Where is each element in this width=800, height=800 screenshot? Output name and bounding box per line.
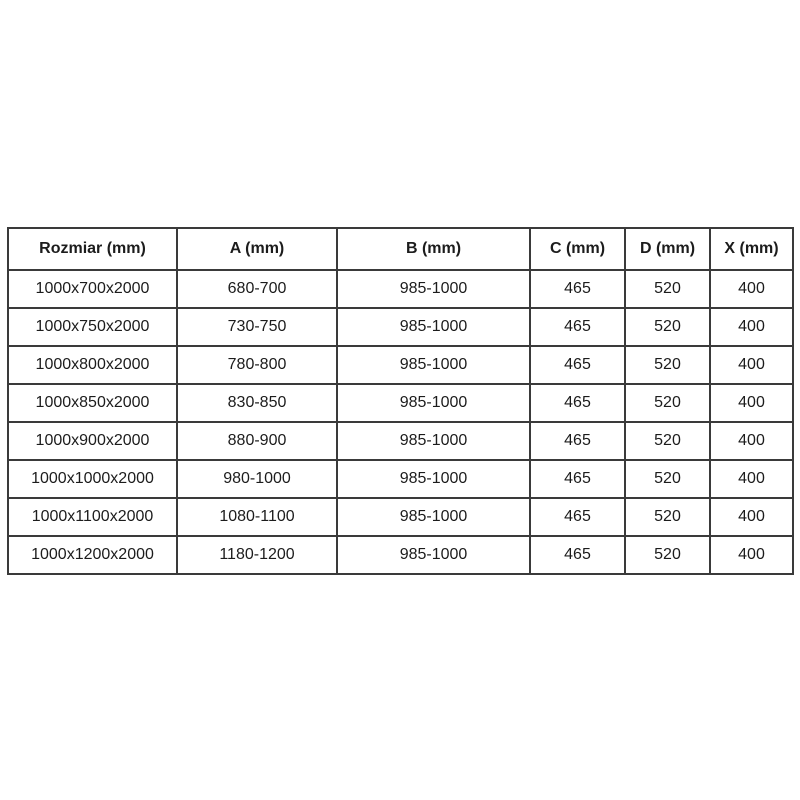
cell-rozmiar: 1000x1200x2000 <box>8 536 177 574</box>
cell-d: 520 <box>625 498 710 536</box>
cell-rozmiar: 1000x850x2000 <box>8 384 177 422</box>
cell-a: 730-750 <box>177 308 337 346</box>
header-cell-rozmiar: Rozmiar (mm) <box>8 228 177 270</box>
cell-x: 400 <box>710 308 793 346</box>
cell-c: 465 <box>530 536 625 574</box>
cell-b: 985-1000 <box>337 346 530 384</box>
cell-rozmiar: 1000x1000x2000 <box>8 460 177 498</box>
cell-x: 400 <box>710 346 793 384</box>
table-row <box>8 498 793 536</box>
cell-a: 880-900 <box>177 422 337 460</box>
table-row <box>8 346 793 384</box>
cell-d: 520 <box>625 460 710 498</box>
cell-c: 465 <box>530 498 625 536</box>
cell-x: 400 <box>710 270 793 308</box>
header-cell-d: D (mm) <box>625 228 710 270</box>
size-spec-table <box>7 227 794 575</box>
cell-a: 980-1000 <box>177 460 337 498</box>
cell-x: 400 <box>710 422 793 460</box>
table-row <box>8 384 793 422</box>
cell-c: 465 <box>530 308 625 346</box>
cell-b: 985-1000 <box>337 308 530 346</box>
cell-d: 520 <box>625 384 710 422</box>
cell-d: 520 <box>625 422 710 460</box>
header-cell-b: B (mm) <box>337 228 530 270</box>
cell-d: 520 <box>625 270 710 308</box>
cell-c: 465 <box>530 270 625 308</box>
cell-c: 465 <box>530 384 625 422</box>
cell-d: 520 <box>625 346 710 384</box>
cell-x: 400 <box>710 536 793 574</box>
cell-b: 985-1000 <box>337 270 530 308</box>
header-cell-a: A (mm) <box>177 228 337 270</box>
cell-rozmiar: 1000x1100x2000 <box>8 498 177 536</box>
cell-rozmiar: 1000x800x2000 <box>8 346 177 384</box>
header-cell-x: X (mm) <box>710 228 793 270</box>
table-body <box>8 270 793 574</box>
table-row <box>8 460 793 498</box>
cell-a: 830-850 <box>177 384 337 422</box>
table-row <box>8 536 793 574</box>
cell-rozmiar: 1000x900x2000 <box>8 422 177 460</box>
cell-d: 520 <box>625 308 710 346</box>
header-cell-c: C (mm) <box>530 228 625 270</box>
cell-a: 1180-1200 <box>177 536 337 574</box>
cell-b: 985-1000 <box>337 460 530 498</box>
cell-a: 1080-1100 <box>177 498 337 536</box>
cell-x: 400 <box>710 460 793 498</box>
cell-d: 520 <box>625 536 710 574</box>
cell-a: 780-800 <box>177 346 337 384</box>
table-row <box>8 308 793 346</box>
cell-a: 680-700 <box>177 270 337 308</box>
cell-c: 465 <box>530 422 625 460</box>
cell-c: 465 <box>530 346 625 384</box>
cell-x: 400 <box>710 498 793 536</box>
size-spec-table-container <box>7 227 793 575</box>
table-row <box>8 270 793 308</box>
cell-b: 985-1000 <box>337 422 530 460</box>
table-header <box>8 228 793 270</box>
cell-x: 400 <box>710 384 793 422</box>
cell-b: 985-1000 <box>337 498 530 536</box>
table-row <box>8 422 793 460</box>
header-row <box>8 228 793 270</box>
cell-b: 985-1000 <box>337 536 530 574</box>
cell-rozmiar: 1000x700x2000 <box>8 270 177 308</box>
cell-c: 465 <box>530 460 625 498</box>
cell-rozmiar: 1000x750x2000 <box>8 308 177 346</box>
cell-b: 985-1000 <box>337 384 530 422</box>
